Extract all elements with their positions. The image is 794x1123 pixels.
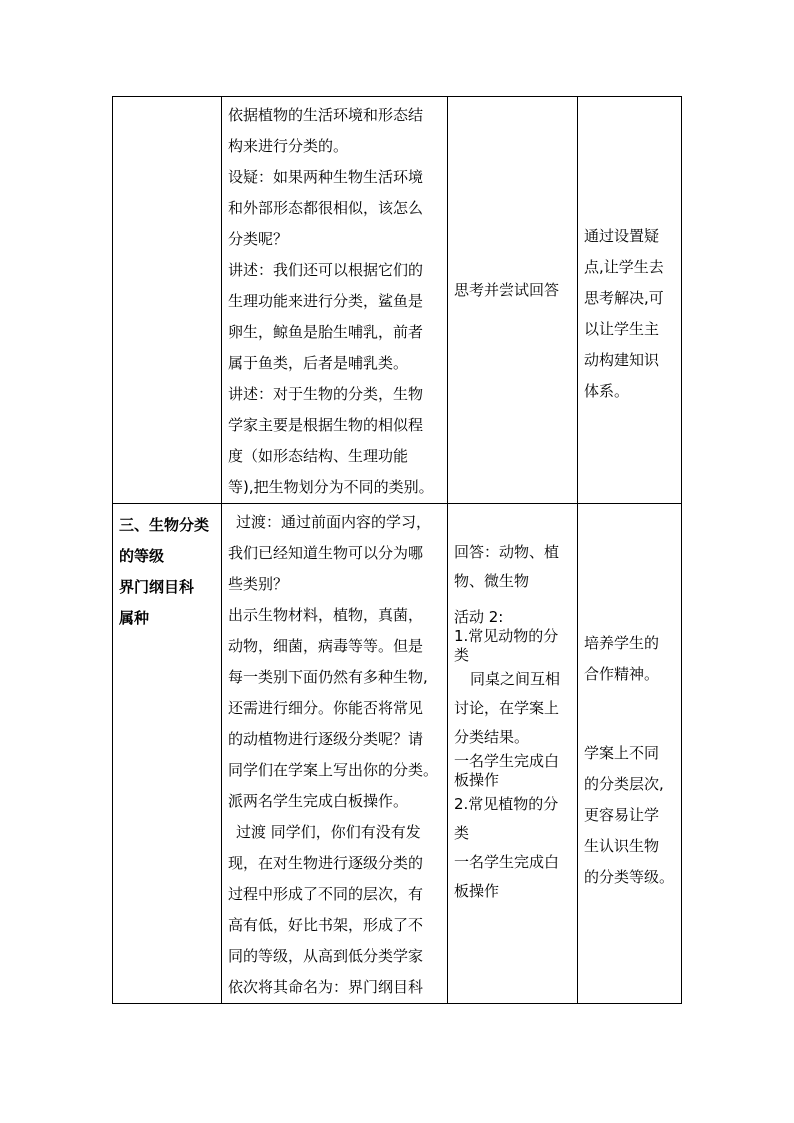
- text-line: 和外部形态都很相似，该怎么: [228, 199, 424, 217]
- text-line: 构来进行分类的。: [228, 137, 349, 155]
- text-line: 设疑：如果两种生物生活环境: [228, 168, 424, 186]
- text-line: 学案上不同: [584, 744, 660, 762]
- section-title-cell: [113, 504, 222, 1004]
- text-line: 学家主要是根据生物的相似程: [228, 416, 424, 434]
- text-line: 分类结果。: [454, 728, 530, 746]
- text-line: 出示生物材料，植物，真菌，: [228, 606, 424, 624]
- text-line: 动构建知识: [584, 351, 660, 369]
- text-line: 过渡 同学们，你们有没有发: [236, 823, 421, 841]
- text-line: 类: [454, 824, 470, 842]
- text-line: 些类别？: [228, 575, 289, 593]
- text-line: 属于鱼类，后者是哺乳类。: [228, 354, 409, 372]
- student-activity-text: 思考并尝试回答: [454, 280, 560, 299]
- text-line: 依据植物的生活环境和形态结: [228, 106, 424, 124]
- section-title-line: 界门纲目科: [119, 578, 195, 596]
- student-activity-cell: [448, 97, 578, 504]
- text-line: 更容易让学: [584, 806, 660, 824]
- text-line: 过程中形成了不同的层次，有: [228, 885, 424, 903]
- text-line: 度（如形态结构、生理功能: [228, 447, 409, 465]
- text-line: 生理功能来进行分类，鲨鱼是: [228, 292, 424, 310]
- text-line: 每一类别下面仍然有多种生物,: [228, 668, 428, 686]
- section-title-line: 的等级: [119, 547, 165, 565]
- text-line: 一名学生完成白: [454, 752, 560, 770]
- text-line: 点,让学生去: [584, 258, 664, 276]
- text-line: 体系。: [584, 382, 630, 400]
- text-line: 回答：动物、植: [454, 543, 560, 561]
- text-line: 分类呢？: [228, 230, 289, 248]
- text-line: 卵生，鲸鱼是胎生哺乳，前者: [228, 323, 424, 341]
- section-cell-empty: [113, 97, 222, 504]
- text-line: 2.常见植物的分: [454, 795, 559, 813]
- text-line: 动物，细菌，病毒等等。但是: [228, 637, 424, 655]
- text-line: 讨论，在学案上: [454, 699, 560, 717]
- text-line: 的动植物进行逐级分类呢？请: [228, 730, 424, 748]
- lesson-plan-table: [112, 96, 682, 1004]
- student-activity-cell: [448, 504, 578, 1004]
- text-line: 培养学生的: [584, 634, 660, 652]
- activity-title: 活动 2:: [454, 608, 504, 626]
- text-line: 1.常见动物的分: [454, 627, 559, 645]
- text-line: 同的等级，从高到低分类学家: [228, 947, 424, 965]
- table-row: [113, 504, 682, 1004]
- text-line: 等),把生物划分为不同的类别。: [228, 478, 434, 496]
- text-line: 合作精神。: [584, 665, 660, 683]
- text-line: 一名学生完成白: [454, 853, 560, 871]
- text-line: 思考解决,可: [584, 289, 664, 307]
- text-line: 生认识生物: [584, 837, 660, 855]
- text-line: 类: [454, 646, 470, 664]
- section-title-line: 属种: [119, 609, 150, 627]
- text-line: 的分类等级。: [584, 868, 675, 886]
- text-line: 板操作: [454, 882, 500, 900]
- text-line: 同桌之间互相: [470, 670, 561, 688]
- text-line: 派两名学生完成白板操作。: [228, 792, 409, 810]
- text-line: 讲述：我们还可以根据它们的: [228, 261, 424, 279]
- table-row: [113, 97, 682, 504]
- text-line: 过渡：通过前面内容的学习，: [236, 513, 432, 531]
- teacher-activity-cell: [222, 97, 448, 504]
- text-line: 还需进行细分。你能否将常见: [228, 699, 424, 717]
- text-line: 讲述：对于生物的分类，生物: [228, 385, 424, 403]
- text-line: 同学们在学案上写出你的分类。: [228, 761, 439, 779]
- section-title-line: 三、生物分类: [119, 516, 210, 534]
- text-line: 板操作: [454, 771, 500, 789]
- teacher-activity-cell: [222, 504, 448, 1004]
- text-line: 现，在对生物进行逐级分类的: [228, 854, 424, 872]
- text-line: 依次将其命名为：界门纲目科: [228, 978, 424, 996]
- text-line: 我们已经知道生物可以分为哪: [228, 544, 424, 562]
- text-line: 的分类层次,: [584, 775, 664, 793]
- design-intent-cell: [578, 97, 682, 504]
- text-line: 高有低，好比书架，形成了不: [228, 916, 424, 934]
- design-intent-cell: [578, 504, 682, 1004]
- text-line: 通过设置疑: [584, 227, 660, 245]
- text-line: 以让学生主: [584, 320, 660, 338]
- text-line: 物、微生物: [454, 572, 530, 590]
